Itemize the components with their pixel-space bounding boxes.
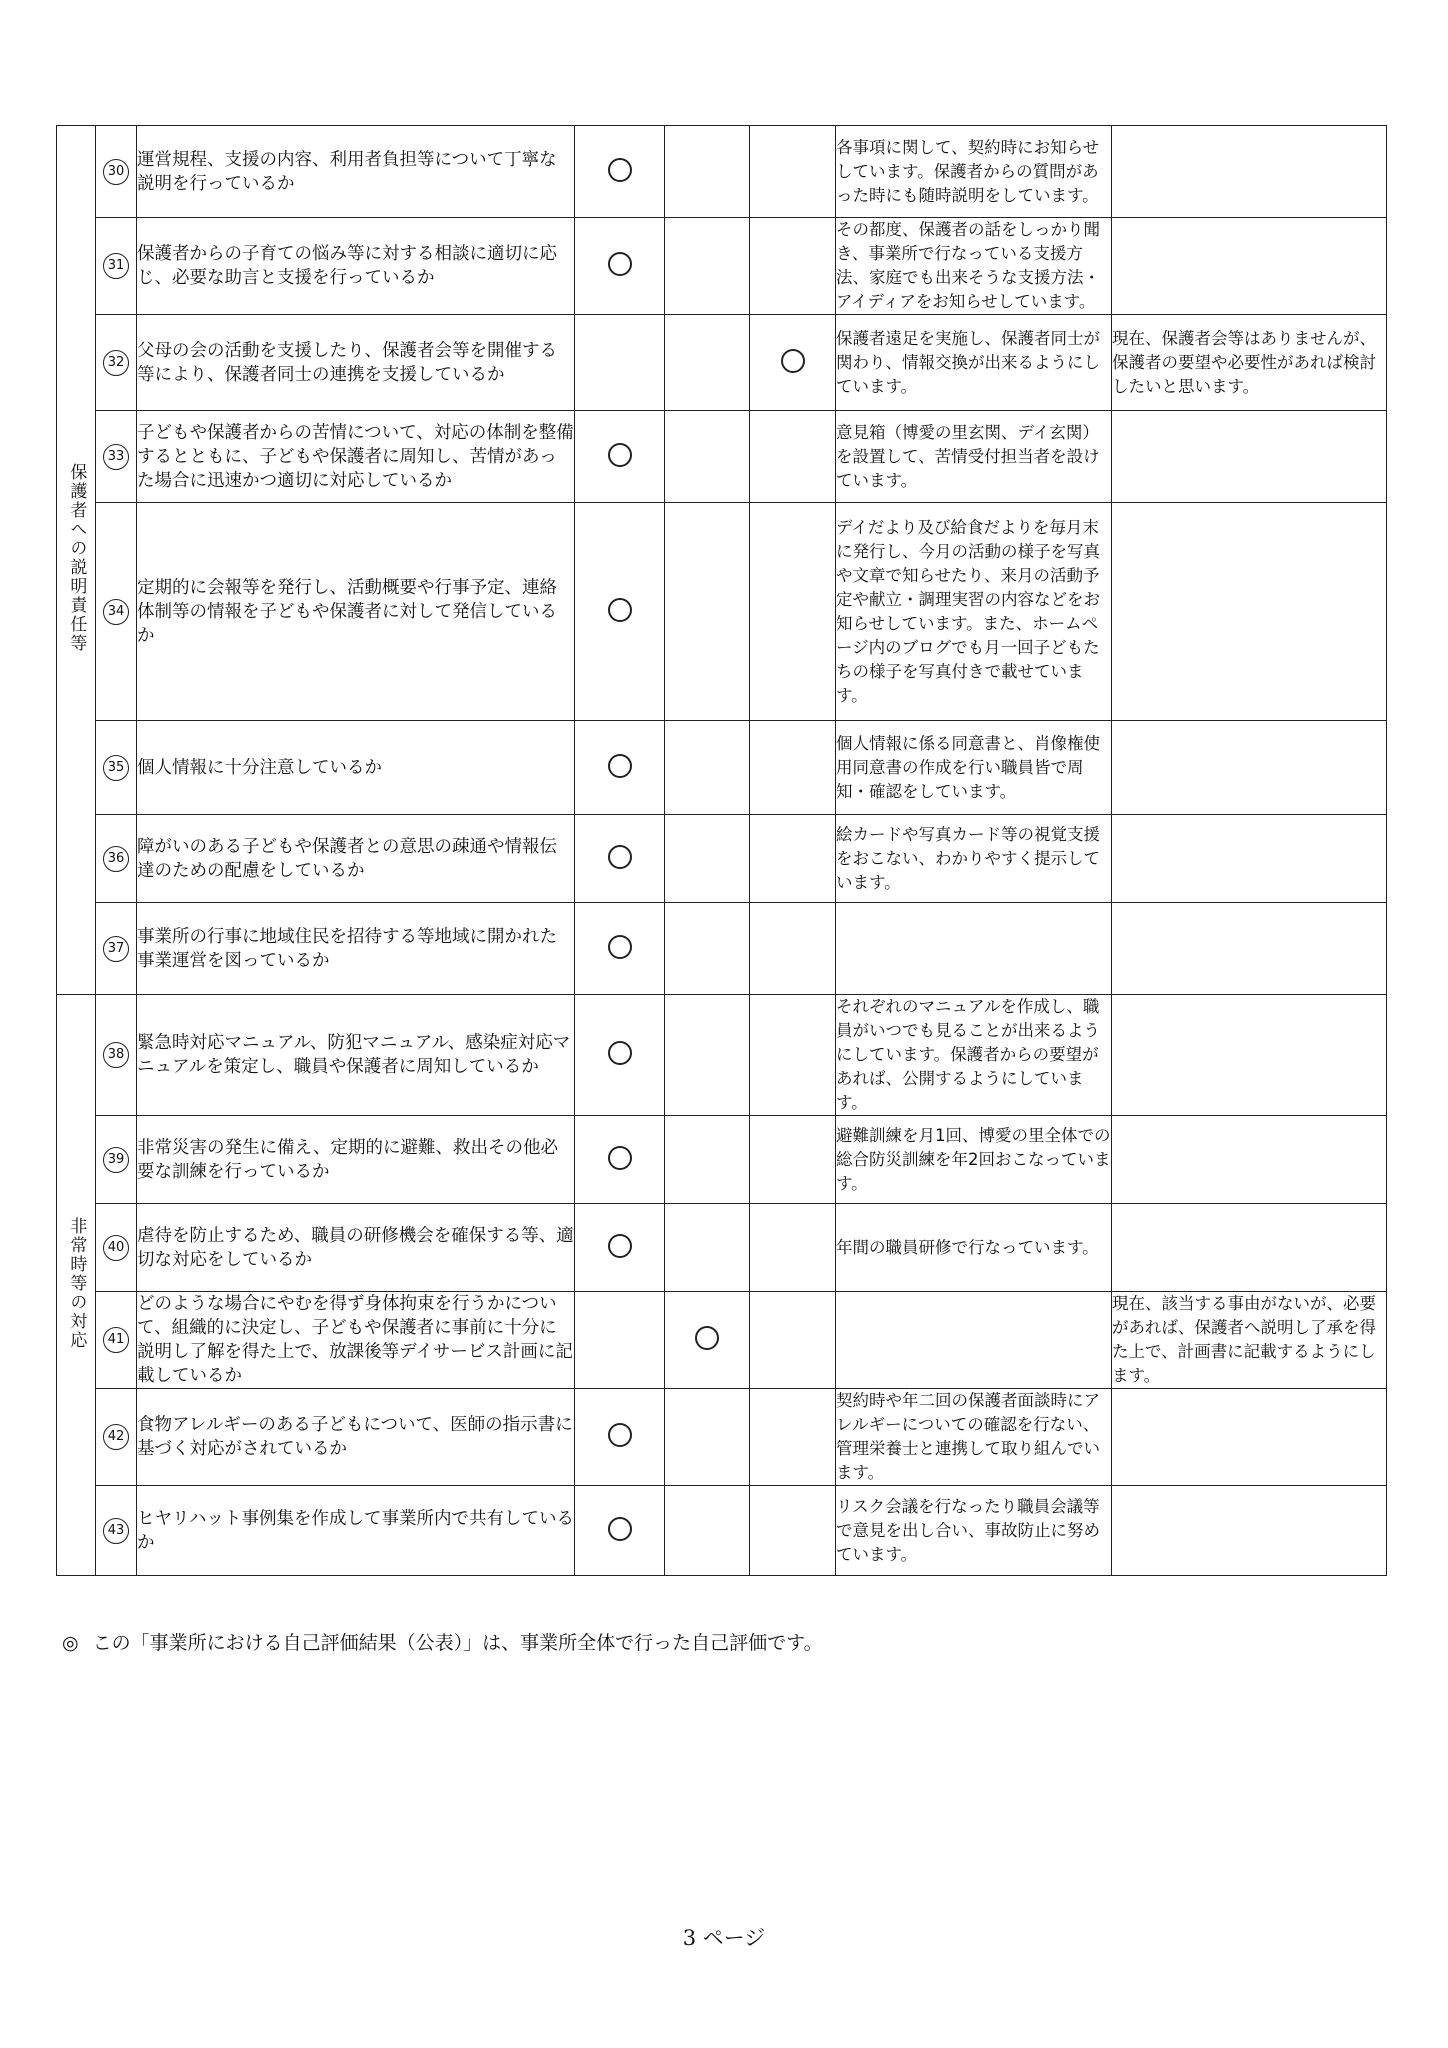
item-question: 虐待を防止するため、職員の研修機会を確保する等、適切な対応をしているか	[137, 1204, 575, 1292]
item-number	[96, 411, 137, 503]
item-number	[96, 903, 137, 995]
answer-cell-1	[575, 1292, 665, 1389]
item-number	[96, 1486, 137, 1576]
answer-cell-2	[665, 218, 750, 315]
item-question: 個人情報に十分注意しているか	[137, 721, 575, 815]
circled-number: 32	[103, 350, 129, 376]
item-question: 非常災害の発生に備え、定期的に避難、救出その他必要な訓練を行っているか	[137, 1116, 575, 1204]
item-number	[96, 126, 137, 218]
item-question: 定期的に会報等を発行し、活動概要や行事予定、連絡体制等の情報を子どもや保護者に対して発信しているか	[137, 503, 575, 721]
comment-cell: 年間の職員研修で行なっています。	[836, 1204, 1112, 1292]
improvement-cell	[1112, 1389, 1387, 1486]
comment-cell: 個人情報に係る同意書と、肖像権使用同意書の作成を行い職員皆で周知・確認をしています。	[836, 721, 1112, 815]
item-question: どのような場合にやむを得ず身体拘束を行うかについて、組織的に決定し、子どもや保護者に事前に十分に説明し了解を得た上で、放課後等デイサービス計画に記載しているか	[137, 1292, 575, 1389]
answer-cell-1	[575, 503, 665, 721]
answer-cell-2	[665, 411, 750, 503]
improvement-cell	[1112, 815, 1387, 903]
circle-mark-icon	[608, 1041, 632, 1065]
comment-cell: 絵カードや写真カード等の視覚支援をおこない、わかりやすく提示しています。	[836, 815, 1112, 903]
circled-number: 30	[103, 159, 129, 185]
circle-mark-icon	[608, 1423, 632, 1447]
item-number	[96, 1389, 137, 1486]
table-row	[57, 995, 1387, 1116]
comment-cell	[836, 1292, 1112, 1389]
answer-cell-2	[665, 1389, 750, 1486]
item-number	[96, 995, 137, 1116]
item-number	[96, 721, 137, 815]
answer-cell-2	[665, 995, 750, 1116]
answer-cell-2	[665, 126, 750, 218]
answer-cell-3	[750, 411, 836, 503]
improvement-cell	[1112, 218, 1387, 315]
improvement-cell	[1112, 1486, 1387, 1576]
circle-mark-icon	[608, 935, 632, 959]
answer-cell-3	[750, 1486, 836, 1576]
answer-cell-1	[575, 218, 665, 315]
comment-cell: リスク会議を行なったり職員会議等で意見を出し合い、事故防止に努めています。	[836, 1486, 1112, 1576]
answer-cell-3	[750, 218, 836, 315]
answer-cell-2	[665, 721, 750, 815]
improvement-cell	[1112, 995, 1387, 1116]
answer-cell-3	[750, 1204, 836, 1292]
circled-number: 41	[103, 1327, 129, 1353]
table-row	[57, 721, 1387, 815]
answer-cell-2	[665, 503, 750, 721]
category-label: 保護者への説明責任等	[66, 463, 87, 653]
improvement-cell	[1112, 503, 1387, 721]
circled-number: 34	[103, 599, 129, 625]
improvement-cell: 現在、保護者会等はありませんが、保護者の要望や必要性があれば検討したいと思います。	[1112, 315, 1387, 411]
circle-mark-icon	[608, 252, 632, 276]
circled-number: 37	[103, 936, 129, 962]
improvement-cell	[1112, 1116, 1387, 1204]
answer-cell-1	[575, 315, 665, 411]
circle-mark-icon	[608, 1146, 632, 1170]
item-question: 食物アレルギーのある子どもについて、医師の指示書に基づく対応がされているか	[137, 1389, 575, 1486]
answer-cell-1	[575, 721, 665, 815]
improvement-cell	[1112, 126, 1387, 218]
answer-cell-1	[575, 815, 665, 903]
circled-number: 31	[103, 253, 129, 279]
answer-cell-3	[750, 503, 836, 721]
footnote-text: この「事業所における自己評価結果（公表）」は、事業所全体で行った自己評価です。	[92, 1632, 823, 1654]
improvement-cell	[1112, 1204, 1387, 1292]
answer-cell-2	[665, 903, 750, 995]
circle-mark-icon	[781, 349, 805, 373]
circle-mark-icon	[608, 598, 632, 622]
circled-number: 42	[103, 1424, 129, 1450]
item-question: ヒヤリハット事例集を作成して事業所内で共有しているか	[137, 1486, 575, 1576]
category-label: 非常時等の対応	[66, 1216, 87, 1350]
table-row	[57, 503, 1387, 721]
circle-mark-icon	[608, 1234, 632, 1258]
answer-cell-1	[575, 1116, 665, 1204]
improvement-cell	[1112, 903, 1387, 995]
item-question: 運営規程、支援の内容、利用者負担等について丁寧な説明を行っているか	[137, 126, 575, 218]
item-question: 父母の会の活動を支援したり、保護者会等を開催する等により、保護者同士の連携を支援しているか	[137, 315, 575, 411]
improvement-cell	[1112, 721, 1387, 815]
comment-cell: その都度、保護者の話をしっかり聞き、事業所で行なっている支援方法、家庭でも出来そうな支援方法・アイディアをお知らせしています。	[836, 218, 1112, 315]
answer-cell-3	[750, 126, 836, 218]
table-row	[57, 1389, 1387, 1486]
answer-cell-3	[750, 721, 836, 815]
answer-cell-3	[750, 1292, 836, 1389]
table-row	[57, 815, 1387, 903]
category-emergency	[57, 995, 96, 1576]
answer-cell-3	[750, 315, 836, 411]
answer-cell-1	[575, 995, 665, 1116]
item-number	[96, 315, 137, 411]
answer-cell-2	[665, 815, 750, 903]
answer-cell-1	[575, 903, 665, 995]
table-row	[57, 1292, 1387, 1389]
answer-cell-1	[575, 1204, 665, 1292]
circled-number: 38	[103, 1042, 129, 1068]
item-question: 子どもや保護者からの苦情について、対応の体制を整備するとともに、子どもや保護者に周知し、苦情があった場合に迅速かつ適切に対応しているか	[137, 411, 575, 503]
answer-cell-2	[665, 315, 750, 411]
circle-mark-icon	[608, 754, 632, 778]
item-number	[96, 1204, 137, 1292]
comment-cell: 保護者遠足を実施し、保護者同士が関わり、情報交換が出来るようにしています。	[836, 315, 1112, 411]
item-question: 保護者からの子育ての悩み等に対する相談に適切に応じ、必要な助言と支援を行っているか	[137, 218, 575, 315]
circle-mark-icon	[608, 845, 632, 869]
item-number	[96, 1116, 137, 1204]
circle-mark-icon	[608, 1517, 632, 1541]
circled-number: 40	[103, 1235, 129, 1261]
table-row	[57, 218, 1387, 315]
item-number	[96, 1292, 137, 1389]
answer-cell-3	[750, 903, 836, 995]
answer-cell-3	[750, 995, 836, 1116]
table-row	[57, 1486, 1387, 1576]
comment-cell: それぞれのマニュアルを作成し、職員がいつでも見ることが出来るようにしています。保護者からの要望があれば、公開するようにしています。	[836, 995, 1112, 1116]
comment-cell: デイだより及び給食だよりを毎月末に発行し、今月の活動の様子を写真や文章で知らせたり、来月の活動予定や献立・調理実習の内容などをお知らせしています。また、ホームページ内のブログでも月一回子どもたちの様子を写真付きで載せています。	[836, 503, 1112, 721]
answer-cell-2	[665, 1204, 750, 1292]
comment-cell: 避難訓練を月1回、博愛の里全体での総合防災訓練を年2回おこなっています。	[836, 1116, 1112, 1204]
table-row	[57, 903, 1387, 995]
comment-cell	[836, 903, 1112, 995]
answer-cell-1	[575, 1389, 665, 1486]
answer-cell-1	[575, 126, 665, 218]
circled-number: 35	[103, 755, 129, 781]
circled-number: 43	[103, 1518, 129, 1544]
table-row	[57, 1204, 1387, 1292]
answer-cell-1	[575, 411, 665, 503]
item-question: 障がいのある子どもや保護者との意思の疎通や情報伝達のための配慮をしているか	[137, 815, 575, 903]
page-number: 3 ページ	[682, 1926, 766, 1950]
item-number	[96, 218, 137, 315]
category-accountability	[57, 126, 96, 995]
circle-mark-icon	[608, 443, 632, 467]
circled-number: 36	[103, 846, 129, 872]
circled-number: 33	[103, 444, 129, 470]
self-evaluation-table	[56, 125, 1387, 1576]
improvement-cell: 現在、該当する事由がないが、必要があれば、保護者へ説明し了承を得た上で、計画書に記載するようにします。	[1112, 1292, 1387, 1389]
answer-cell-2	[665, 1486, 750, 1576]
item-number	[96, 503, 137, 721]
answer-cell-3	[750, 815, 836, 903]
improvement-cell	[1112, 411, 1387, 503]
footnote	[62, 1628, 823, 1655]
answer-cell-3	[750, 1116, 836, 1204]
table-row	[57, 126, 1387, 218]
comment-cell: 契約時や年二回の保護者面談時にアレルギーについての確認を行ない、管理栄養士と連携して取り組んでいます。	[836, 1389, 1112, 1486]
circle-mark-icon	[695, 1326, 719, 1350]
answer-cell-2	[665, 1292, 750, 1389]
table-row	[57, 315, 1387, 411]
answer-cell-2	[665, 1116, 750, 1204]
item-question: 緊急時対応マニュアル、防犯マニュアル、感染症対応マニュアルを策定し、職員や保護者に周知しているか	[137, 995, 575, 1116]
circle-mark-icon	[608, 158, 632, 182]
answer-cell-1	[575, 1486, 665, 1576]
comment-cell: 意見箱（博愛の里玄関、デイ玄関）を設置して、苦情受付担当者を設けています。	[836, 411, 1112, 503]
table-row	[57, 411, 1387, 503]
table-row	[57, 1116, 1387, 1204]
double-circle-icon: ◎	[62, 1632, 79, 1654]
circled-number: 39	[103, 1147, 129, 1173]
item-number	[96, 815, 137, 903]
answer-cell-3	[750, 1389, 836, 1486]
item-question: 事業所の行事に地域住民を招待する等地域に開かれた事業運営を図っているか	[137, 903, 575, 995]
comment-cell: 各事項に関して、契約時にお知らせしています。保護者からの質問があった時にも随時説明をしています。	[836, 126, 1112, 218]
